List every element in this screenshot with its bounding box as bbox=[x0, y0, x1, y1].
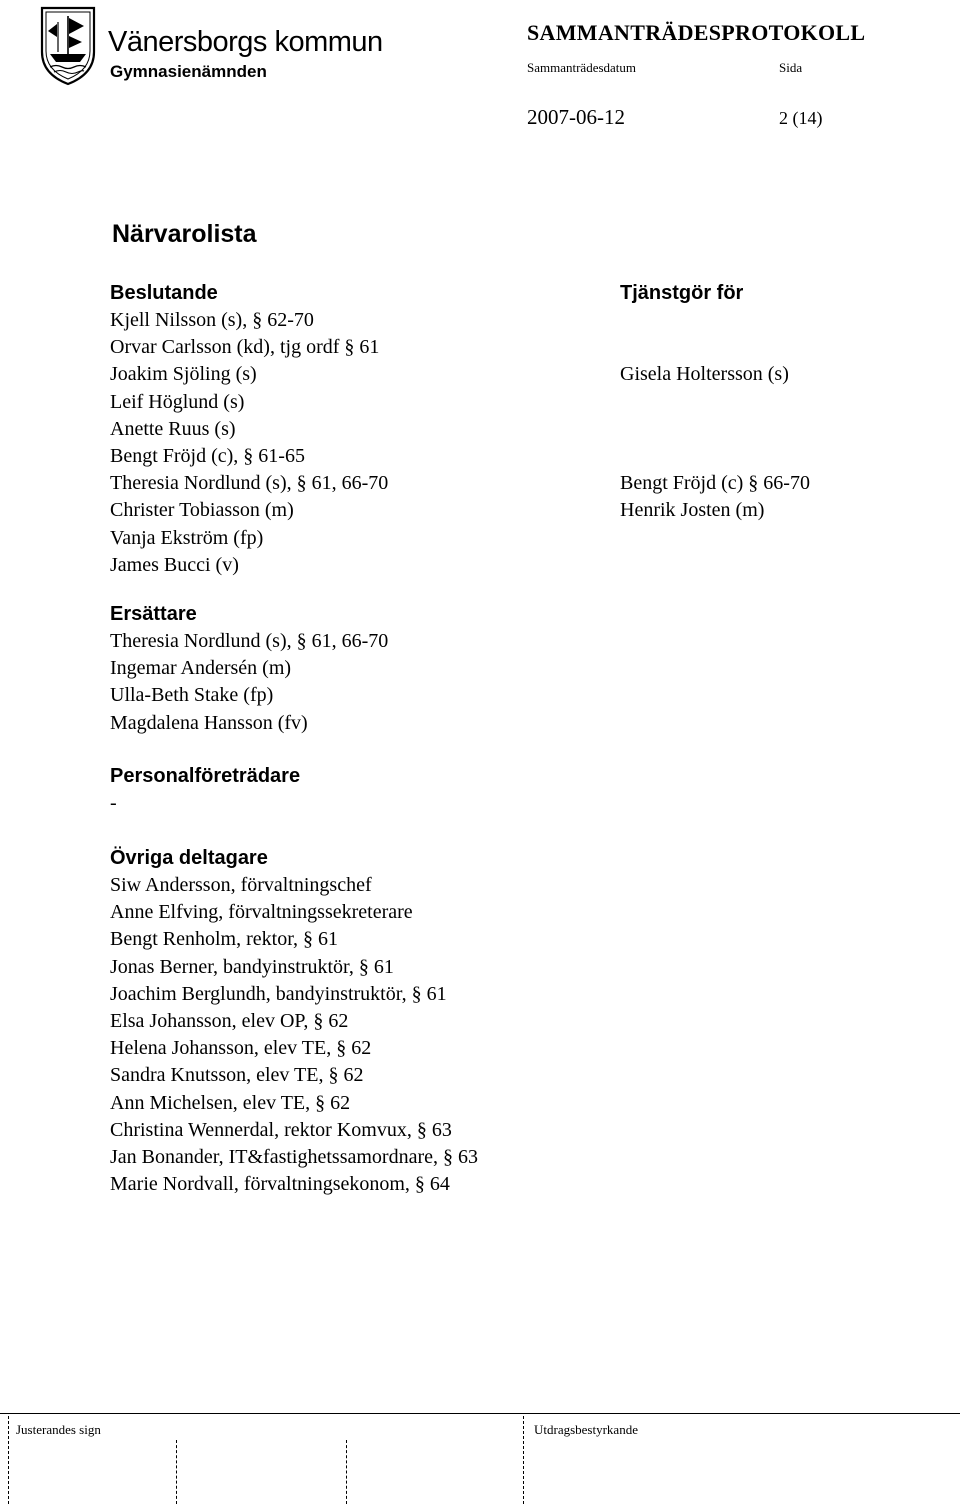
list-item bbox=[620, 443, 810, 470]
list-item: Gisela Holtersson (s) bbox=[620, 363, 789, 386]
list-item: Sandra Knutsson, elev TE, § 62 bbox=[110, 1064, 364, 1087]
organization-name: Vänersborgs kommun bbox=[108, 26, 383, 58]
list-item: Bengt Fröjd (c), § 61-65 bbox=[110, 444, 305, 467]
list-item: Jonas Berner, bandyinstruktör, § 61 bbox=[110, 955, 394, 978]
list-item: Joachim Berglundh, bandyinstruktör, § 61 bbox=[110, 982, 447, 1005]
list-item: - bbox=[110, 792, 117, 814]
ersattare-heading: Ersättare bbox=[110, 603, 197, 625]
list-item: Jan Bonander, IT&fastighetssamordnare, § 63 bbox=[110, 1145, 478, 1168]
meeting-date-label: Sammanträdesdatum bbox=[527, 60, 637, 75]
municipality-crest-logo bbox=[36, 4, 100, 86]
tjanstgor-list bbox=[620, 307, 810, 579]
list-item: Kjell Nilsson (s), § 62-70 bbox=[110, 309, 314, 331]
list-item: Henrik Josten (m) bbox=[620, 499, 765, 522]
ovriga-heading: Övriga deltagare bbox=[110, 847, 268, 869]
list-item bbox=[620, 525, 810, 552]
list-item: Ingemar Andersén (m) bbox=[110, 657, 292, 680]
list-item bbox=[620, 416, 810, 443]
list-item: James Bucci (v) bbox=[110, 553, 239, 576]
list-item: Elsa Johansson, elev OP, § 62 bbox=[110, 1009, 349, 1032]
signature-box-divider bbox=[523, 1416, 524, 1504]
list-item: Bengt Renholm, rektor, § 61 bbox=[110, 928, 339, 951]
list-item: Anne Elfving, förvaltningssekreterare bbox=[110, 901, 413, 924]
signature-box-divider bbox=[8, 1416, 9, 1504]
tjanstgor-section bbox=[620, 279, 810, 579]
page-number: 2 (14) bbox=[779, 108, 823, 128]
signature-box-divider bbox=[176, 1440, 177, 1504]
ersattare-list bbox=[110, 628, 388, 737]
list-item: Leif Höglund (s) bbox=[110, 390, 245, 413]
list-item: Theresia Nordlund (s), § 61, 66-70 bbox=[110, 630, 389, 652]
extract-certification-label: Utdragsbestyrkande bbox=[534, 1422, 638, 1437]
list-item bbox=[620, 307, 810, 334]
ersattare-section bbox=[110, 600, 388, 737]
meeting-date: 2007-06-12 bbox=[527, 105, 625, 129]
signature-label: Justerandes sign bbox=[16, 1422, 101, 1437]
list-item: Ulla-Beth Stake (fp) bbox=[110, 684, 274, 707]
personal-section bbox=[110, 762, 300, 817]
list-item: Magdalena Hansson (fv) bbox=[110, 711, 308, 734]
document-type: SAMMANTRÄDESPROTOKOLL bbox=[527, 20, 866, 45]
ovriga-section bbox=[110, 844, 478, 1198]
list-item: Theresia Nordlund (s), § 61, 66-70 bbox=[110, 472, 389, 495]
list-item: Joakim Sjöling (s) bbox=[110, 363, 257, 386]
ovriga-list bbox=[110, 872, 478, 1198]
list-item: Anette Ruus (s) bbox=[110, 417, 236, 440]
beslutande-section bbox=[110, 279, 388, 579]
list-item: Christina Wennerdal, rektor Komvux, § 63 bbox=[110, 1118, 452, 1141]
page-label: Sida bbox=[779, 60, 803, 75]
board-name: Gymnasienämnden bbox=[110, 62, 267, 81]
beslutande-heading: Beslutande bbox=[110, 282, 218, 304]
signature-box-divider bbox=[346, 1440, 347, 1504]
list-item: Helena Johansson, elev TE, § 62 bbox=[110, 1037, 372, 1060]
footer-divider bbox=[0, 1413, 960, 1414]
list-item: Siw Andersson, förvaltningschef bbox=[110, 874, 372, 896]
list-item bbox=[620, 389, 810, 416]
list-item: Orvar Carlsson (kd), tjg ordf § 61 bbox=[110, 336, 380, 359]
list-item: Vanja Ekström (fp) bbox=[110, 526, 264, 549]
personal-heading: Personalföreträdare bbox=[110, 765, 301, 787]
list-item: Christer Tobiasson (m) bbox=[110, 499, 294, 522]
list-item bbox=[620, 334, 810, 361]
beslutande-list bbox=[110, 307, 388, 579]
list-item bbox=[620, 552, 810, 579]
page-title: Närvarolista bbox=[112, 220, 257, 248]
list-item: Ann Michelsen, elev TE, § 62 bbox=[110, 1091, 351, 1114]
list-item: Bengt Fröjd (c) § 66-70 bbox=[620, 472, 810, 495]
tjanstgor-heading: Tjänstgör för bbox=[620, 282, 744, 304]
list-item: Marie Nordvall, förvaltningsekonom, § 64 bbox=[110, 1173, 450, 1196]
